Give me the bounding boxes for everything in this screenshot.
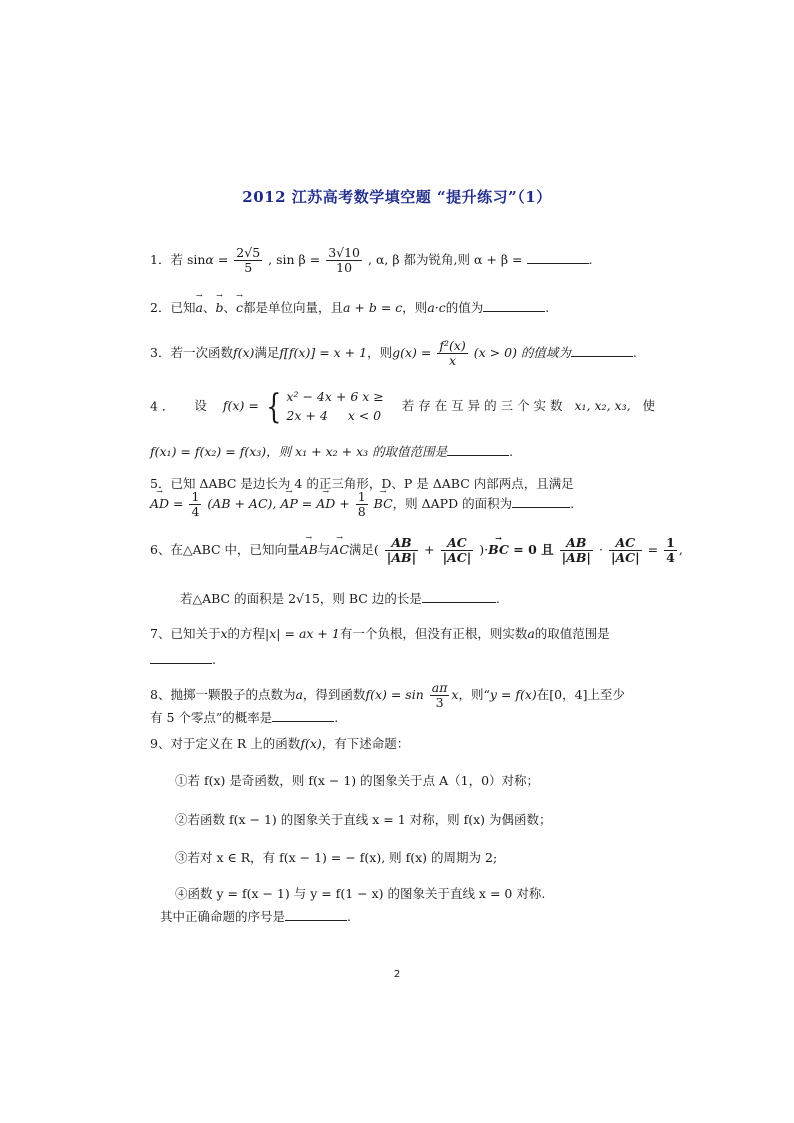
q6-frac5-num: 1 [666,535,675,550]
question-4 [150,388,655,426]
q2-vector-c: → c [236,300,243,315]
q3-fx: f(x) [232,344,255,360]
q5-end: . [570,495,575,511]
q8-mid: ，得到函数 [302,686,366,702]
q6-sqrt: 2√15 [288,591,320,606]
q8-x: x [451,686,459,702]
q6-frac1-den: |AB| [386,549,417,565]
q3-end: . [632,344,637,360]
q9-statement-4: ④函数 y = f(x − 1) 与 y = f(1 − x) 的图象关于直线 x = 0 对称. [175,886,546,901]
q6-dot: )· [479,541,489,557]
q5-number: 5． [150,476,171,491]
q6-frac4-den: |AC| [610,549,640,565]
q3-cond: f[f(x)] = x + 1 [279,344,368,360]
q7-answer-blank [150,652,212,664]
q3-frac [437,339,467,368]
question-8-line-2 [150,708,338,726]
q1-frac2-num: 3√10 [328,245,361,260]
q2-expr: a + b = c [343,300,403,315]
q5-frac-1 [189,490,201,519]
q6-mul: · [598,541,603,557]
q5-vector-ap: → AP [280,496,297,511]
q6-pre: 在△ABC 中，已知向量 [170,541,300,557]
q6-frac-4 [609,536,642,565]
q9-statement-3: ③若对 x ∈ R，有 f(x − 1) = − f(x), 则 f(x) 的周期为 2; [175,850,498,865]
q4-cond1: x ≥ [362,389,384,404]
q5-frac2-num: 1 [357,489,366,504]
q9-line: 对于定义在 R 上的函数 [170,736,301,751]
q9-post: ，有下述命题： [321,736,410,751]
q8-frac [430,681,450,710]
q5-frac2-den: 8 [357,503,366,519]
q6-frac2-num: AC [441,536,474,551]
q8-answer-blank [272,710,334,722]
q1-frac1-num: 2√5 [236,245,261,260]
q9-statement-1: ①若 f(x) 是奇函数，则 f(x − 1) 的图象关于点 A（1，0）对称； [175,773,540,788]
q3-frac-den: x [449,352,457,368]
q6-comma: , [678,541,683,557]
q2-mid2: ，则 [402,300,428,315]
q6-frac3-num: AB [560,536,593,551]
question-5-line-2 [150,490,574,519]
q2-mid: 都是单位向量，且 [242,300,343,315]
q6-frac-5 [664,536,677,565]
q2-sep1: 、 [202,300,216,315]
q9-final [160,907,351,925]
q8-post: 在[0，4]上至少 [536,686,625,702]
q7-a: a [527,626,535,641]
q7-number: 7、 [150,626,171,641]
q1-post: , α, β 都为锐角,则 α + β = [368,251,527,267]
question-7-line-2 [150,652,216,667]
q7-end: . [212,652,216,667]
question-9 [150,734,409,752]
q5-paren: (AB + AC), [207,495,277,511]
q3-post: (x > 0) 的值域为 [473,344,571,360]
page-number: 2 [393,969,401,980]
q6-answer-blank [422,591,496,603]
question-1 [150,246,592,275]
q5-post: ，则 ΔAPD 的面积为 [392,495,513,511]
q6-line2-mid: ，则 BC 边的长是 [319,591,422,606]
q8-a: a [295,686,303,702]
q4-case1: x² − 4x + 6 [286,389,359,404]
q3-frac-num: f²(x) [439,338,466,353]
q5-vector-bc: → BC [374,496,393,511]
q5-eq1: = [169,495,188,511]
q1-frac-1 [234,246,262,275]
q1-end: . [588,251,593,267]
q8-number: 8、 [150,686,171,702]
q1-frac-2 [326,246,362,275]
q6-eq: = [647,541,663,557]
question-2 [150,298,549,316]
q2-answer-blank [483,300,545,312]
q5-eq2: = [297,495,317,511]
question-4-line-2 [150,442,513,460]
q8-frac-num: aπ [431,680,448,695]
q4-answer-blank [447,444,509,456]
q1-pre: 若 [170,251,183,267]
q2-end: . [545,300,550,315]
q6-number: 6、 [150,541,171,557]
q6-manzu: 满足( [348,541,379,557]
q2-vector-b: → b [215,300,223,315]
q6-plus: + [424,541,439,557]
q1-frac2-den: 10 [336,259,353,275]
q3-number: 3． [150,344,171,360]
q6-frac-1 [385,536,418,565]
question-3 [150,339,637,368]
q7-mid: 的方程 [227,626,266,641]
q4-brace-icon: { [266,386,282,427]
q8-yfx: y = f(x) [489,686,537,702]
q6-frac-2 [441,536,474,565]
q2-number: 2． [150,300,171,315]
question-6-line-2 [180,589,500,607]
question-8 [150,681,625,710]
q6-frac5-den: 4 [666,549,675,565]
q4-post: 若 存 在 互 异 的 三 个 实 数 [401,398,563,414]
q3-mid2: ，则 [367,344,393,360]
q4-case2: 2x + 4 [286,407,328,423]
q3-gx: g(x) = [392,344,436,360]
q4-cond2: x < 0 [347,407,382,423]
q5-vector-ad: → AD [150,496,169,511]
q6-frac3-den: |AB| [561,549,591,565]
q7-post: 有一个负根，但没有正根，则实数 [339,626,528,641]
q2-vector-a: → a [195,300,202,315]
q9-fx: f(x) [300,736,322,751]
q5-line1: 已知 ΔABC 是边长为 4 的正三角形，D、P 是 ΔABC 内部两点，且满足 [170,476,574,491]
q2-expr2: a·c [427,300,446,315]
q5-vector-ad2: → AD [316,496,335,511]
q5-answer-blank [512,496,570,508]
q6-line2-pre: 若△ABC 的面积是 [180,591,289,606]
q5-plus: + [335,495,354,511]
q3-answer-blank [571,345,633,357]
q6-vector-ac: → AC [330,542,349,557]
q1-frac1-den: 5 [244,259,253,275]
q4-end: . [509,444,514,459]
q1-sin: sin [186,251,206,267]
q4-cases [286,388,383,426]
question-6 [150,536,683,565]
q7-x: x [220,626,228,641]
q4-number: 4 ． [150,398,175,414]
q1-number: 1． [150,251,171,267]
q4-post2: 使 [642,398,656,414]
q1-mid: , sin β = [268,251,325,267]
q6-frac2-den: |AC| [442,549,472,565]
q4-fx: f(x) = [222,398,263,414]
q2-post: 的值为 [445,300,484,315]
q1-answer-blank [527,252,589,264]
q1-eq: = [213,251,233,267]
q4-vars: x₁, x₂, x₃, [574,398,631,414]
q4-line2: f(x₁) = f(x₂) = f(x₃)，则 x₁ + x₂ + x₃ 的取值范围是 [150,444,448,459]
q9-number: 9、 [150,736,171,751]
question-7 [150,624,610,642]
q9-statement-2: ②若函数 f(x − 1) 的图象关于直线 x = 1 对称，则 f(x) 为偶函数； [175,812,552,827]
q2-pre: 已知 [170,300,196,315]
q8-fx: f(x) = sin [365,686,424,702]
q9-answer-blank [285,909,347,921]
q5-frac1-den: 4 [191,503,200,519]
q8-line2: 有 5 个零点”的概率是 [150,710,273,725]
q6-frac1-num: AB [385,536,418,551]
q3-mid: 满足 [254,344,280,360]
q8-end: . [334,710,339,725]
q6-end: . [495,591,500,606]
q6-vector-bc: → BC [488,542,509,557]
q5-frac1-num: 1 [191,489,200,504]
q8-pre: 抛掷一颗骰子的点数为 [170,686,296,702]
q7-pre: 已知关于 [170,626,221,641]
q3-pre: 若一次函数 [170,344,233,360]
q2-sep2: 、 [223,300,236,315]
q6-frac-3 [560,536,593,565]
q7-eq: |x| = ax + 1 [265,626,340,641]
page-title: 2012 江苏高考数学填空题 “提升练习”（1） [242,188,552,206]
q6-frac4-num: AC [609,536,642,551]
q6-vector-ab: → AB [300,542,318,557]
q8-mid2: ，则“ [458,686,490,702]
q8-frac-den: 3 [435,694,444,710]
q7-post2: 的取值范围是 [534,626,610,641]
q9-final-text: 其中正确命题的序号是 [160,909,286,924]
q5-frac-2 [356,490,368,519]
q9-end: . [347,909,351,924]
q4-pre: 设 [194,398,207,414]
q6-eq0: = 0 且 [508,541,554,557]
q1-alpha: α [205,251,214,267]
q6-yu: 与 [317,541,331,557]
